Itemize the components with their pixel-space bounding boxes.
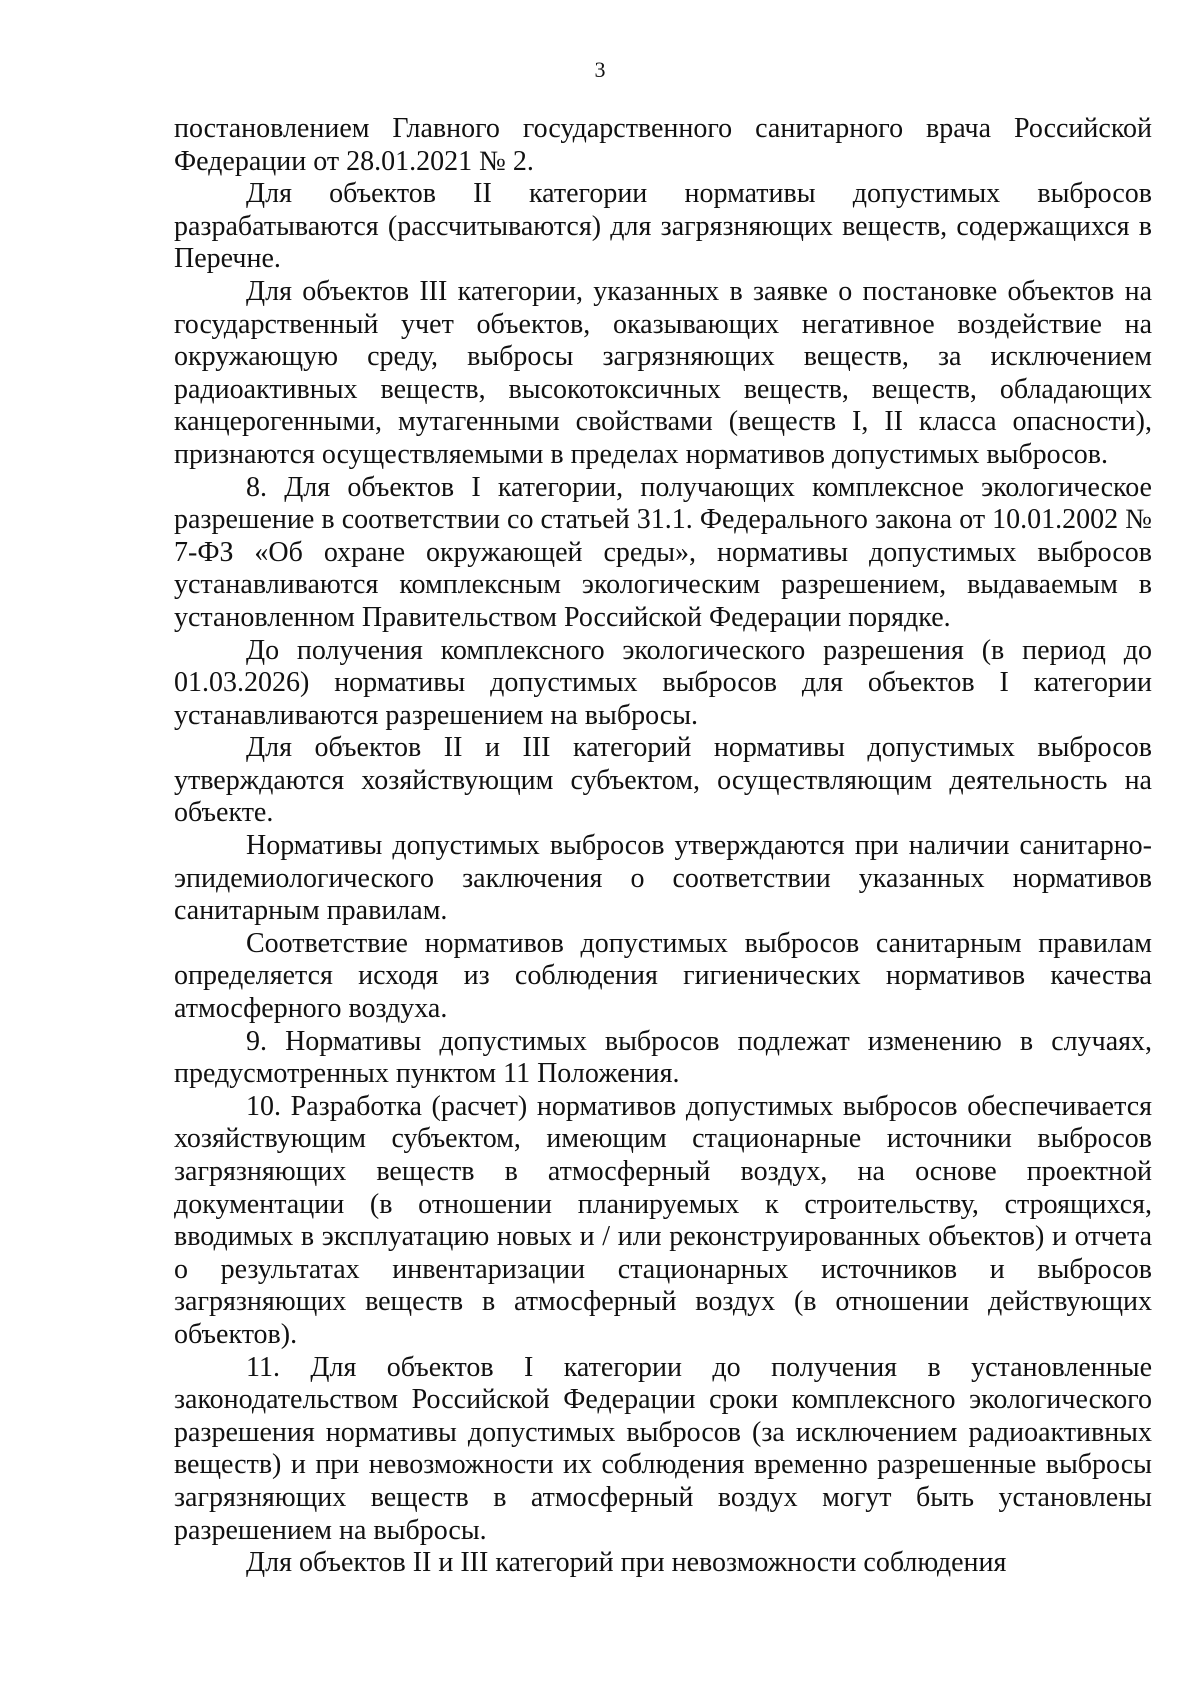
document-body [174,113,1152,1580]
paragraph: До получения комплексного экологического разрешения (в период до 01.03.2026) нормативы допустимых выбросов для объектов I категории устанавливаются разрешением на выбросы. [174,634,1152,731]
paragraph-item-10: 10. Разработка (расчет) нормативов допустимых выбросов обеспечивается хозяйствующим субъектом, имеющим стационарные источники выбросов загрязняющих веществ в атмосферный воздух, на основе проектной документации (в отношении планируемых к строительству, строящихся, вводимых в эксплуатацию новых и / или реконструированных объектов) и отчета о результатах инвентаризации стационарных источников и выбросов загрязняющих веществ в атмосферный воздух (в отношении действующих объектов). [174,1090,1152,1350]
paragraph-item-8: 8. Для объектов I категории, получающих комплексное экологическое разрешение в соответствии со статьей 31.1. Федерального закона от 10.01.2002 № 7-ФЗ «Об охране окружающей среды», нормативы допустимых выбросов устанавливаются комплексным экологическим разрешением, выдаваемым в установленном Правительством Российской Федерации порядке. [174,471,1152,633]
paragraph: Соответствие нормативов допустимых выбросов санитарным правилам определяется исходя из соблюдения гигиенических нормативов качества атмосферного воздуха. [174,927,1152,1025]
paragraph: Нормативы допустимых выбросов утверждаются при наличии санитарно-эпидемиологического заключения о соответствии указанных нормативов санитарным правилам. [174,830,1152,927]
page-number: 3 [594,57,606,82]
paragraph-continuation: постановлением Главного государственного санитарного врача Российской Федерации от 28.01.2021 № 2. [174,113,1152,177]
paragraph-item-9: 9. Нормативы допустимых выбросов подлежат изменению в случаях, предусмотренных пунктом 11 Положения. [174,1025,1152,1090]
paragraph-item-11: 11. Для объектов I категории до получения в установленные законодательством Российской Федерации сроки комплексного экологического разрешения нормативы допустимых выбросов (за исключением радиоактивных веществ) и при невозможности их соблюдения временно разрешенные выбросы загрязняющих веществ в атмосферный воздух могут быть установлены разрешением на выбросы. [174,1351,1152,1546]
paragraph: Для объектов II категории нормативы допустимых выбросов разрабатываются (рассчитываются) для загрязняющих веществ, содержащихся в Перечне. [174,178,1152,275]
paragraph: Для объектов III категории, указанных в заявке о постановке объектов на государственный учет объектов, оказывающих негативное воздействие на окружающую среду, выбросы загрязняющих веществ, за исключением радиоактивных веществ, высокотоксичных веществ, веществ, обладающих канцерогенными, мутагенными свойствами (веществ I, II класса опасности), признаются осуществляемыми в пределах нормативов допустимых выбросов. [174,275,1152,470]
paragraph: Для объектов II и III категорий при невозможности соблюдения [246,1547,1007,1579]
paragraph: Для объектов II и III категорий нормативы допустимых выбросов утверждаются хозяйствующим субъектом, осуществляющим деятельность на объекте. [174,732,1152,829]
